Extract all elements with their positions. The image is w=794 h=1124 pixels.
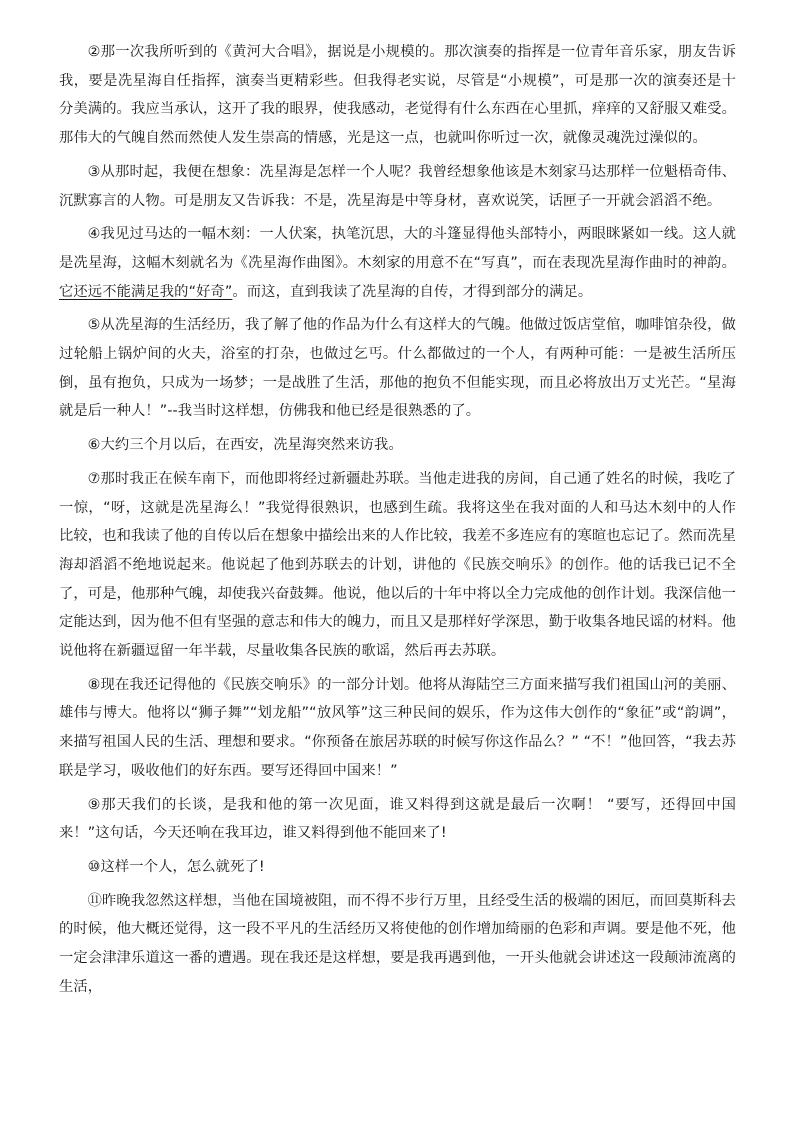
paragraph-text: ⑩这样一个人，怎么就死了!: [87, 858, 265, 875]
paragraph-text: ③从那时起，我便在想象：冼星海是怎样一个人呢？我曾经想象他该是木刻家马达那样一位魁梧奇伟、沉默寡言的人物。可是朋友又告诉我：不是，冼星海是中等身材，喜欢说笑，话匣子一开就会滔滔不绝。: [59, 163, 736, 209]
underlined-sentence: 它还远不能满足我的“好奇”: [59, 283, 233, 300]
paragraph-8: [59, 671, 736, 786]
paragraph-text: ②那一次我所听到的《黄河大合唱》，据说是小规模的。那次演奏的指挥是一位青年音乐家，朋友告诉我，要是冼星海自任指挥，演奏当更精彩些。但我得老实说，尽管是“小规模”，可是那一次的演奏还是十分美满的。我应当承认，这开了我的眼界，使我感动，老觉得有什么东西在心里抓，痒痒的又舒服又难受。那伟大的气魄自然而然使人发生崇高的情感，光是这一点，也就叫你听过一次，就像灵魂洗过澡似的。: [59, 44, 736, 147]
paragraph-9: [59, 791, 736, 848]
paragraph-text: ⑧现在我还记得他的《民族交响乐》的一部分计划。他将从海陆空三方面来描写我们祖国山河的美丽、雄伟与博大。他将以“狮子舞”“划龙船”“放风筝”这三种民间的娱乐，作为这伟大创作的“象征”或“韵调”，来描写祖国人民的生活、理想和要求。“你预备在旅居苏联的时候写你这作品么？” “不！”他回答，“我去苏联是学习，吸收他们的好东西。要写还得回中国来！”: [59, 676, 736, 779]
paragraph-text: ⑨那天我们的长谈，是我和他的第一次见面，谁又料得到这就是最后一次啊！ “要写，还得回中国来！”这句话，今天还响在我耳边，谁又料得到他不能回来了!: [59, 796, 736, 842]
paragraph-text: ⑥大约三个月以后，在西安，冼星海突然来访我。: [87, 437, 403, 454]
paragraph-2: [59, 38, 736, 153]
paragraph-text: ⑦那时我正在候车南下，而他即将经过新疆赴苏联。当他走进我的房间，自己通了姓名的时候，我吃了一惊，“呀，这就是冼星海么！”我觉得很熟识，也感到生疏。我将这坐在我对面的人和马达木刻中的人作比较，也和我读了他的自传以后在想象中描绘出来的人作比较，我差不多连应有的寒暄也忘记了。然而冼星海却滔滔不绝地说起来。他说起了他到苏联去的计划，讲他的《民族交响乐》的创作。他的话我已记不全了，可是，他那种气魄，却使我兴奋鼓舞。他说，他以后的十年中将以全力完成他的创作计划。我深信他一定能达到，因为他不但有坚强的意志和伟大的魄力，而且又是那样好学深思，勤于收集各地民谣的材料。他说他将在新疆逗留一年半载，尽量收集各民族的歌谣，然后再去苏联。: [59, 470, 736, 660]
paragraph-text-tail: 。而这，直到我读了冼星海的自传，才得到部分的满足。: [232, 283, 593, 300]
paragraph-6: [59, 431, 736, 460]
paragraph-text: ⑪昨晚我忽然这样想，当他在国境被阻，而不得不步行万里，且经受生活的极端的困厄，而回莫斯科去的时候，他大概还觉得，这一段不平凡的生活经历又将使他的创作增加绮丽的色彩和声调。要是他不死，他一定会津津乐道这一番的遭遇。现在我还是这样想，要是我再遇到他，一开头他就会讲述这一段颠沛流离的生活，: [59, 892, 736, 995]
paragraph-text: ④我见过马达的一幅木刻：一人伏案，执笔沉思，大的斗篷显得他头部特小，两眼眯紧如一线。这人就是冼星海，这幅木刻就名为《冼星海作曲图》。木刻家的用意不在“写真”，而在表现冼星海作曲时的神韵。: [59, 226, 736, 271]
article-body: [59, 38, 736, 1007]
paragraph-text: ⑤从冼星海的生活经历，我了解了他的作品为什么有这样大的气魄。他做过饭店堂倌，咖啡馆杂役，做过轮船上锅炉间的火夫，浴室的打杂，也做过乞丐。什么都做过的一个人，有两种可能：一是被生活所压倒，虽有抱负，只成为一场梦；一是战胜了生活，那他的抱负不但能实现，而且必将放出万丈光芒。“星海就是后一种人！”--我当时这样想，仿佛我和他已经是很熟悉的了。: [59, 317, 736, 420]
paragraph-4: [59, 220, 736, 306]
paragraph-5: [59, 311, 736, 426]
paragraph-7: [59, 465, 736, 666]
paragraph-11: [59, 887, 736, 1002]
paragraph-3: [59, 158, 736, 215]
paragraph-10: [59, 853, 736, 882]
